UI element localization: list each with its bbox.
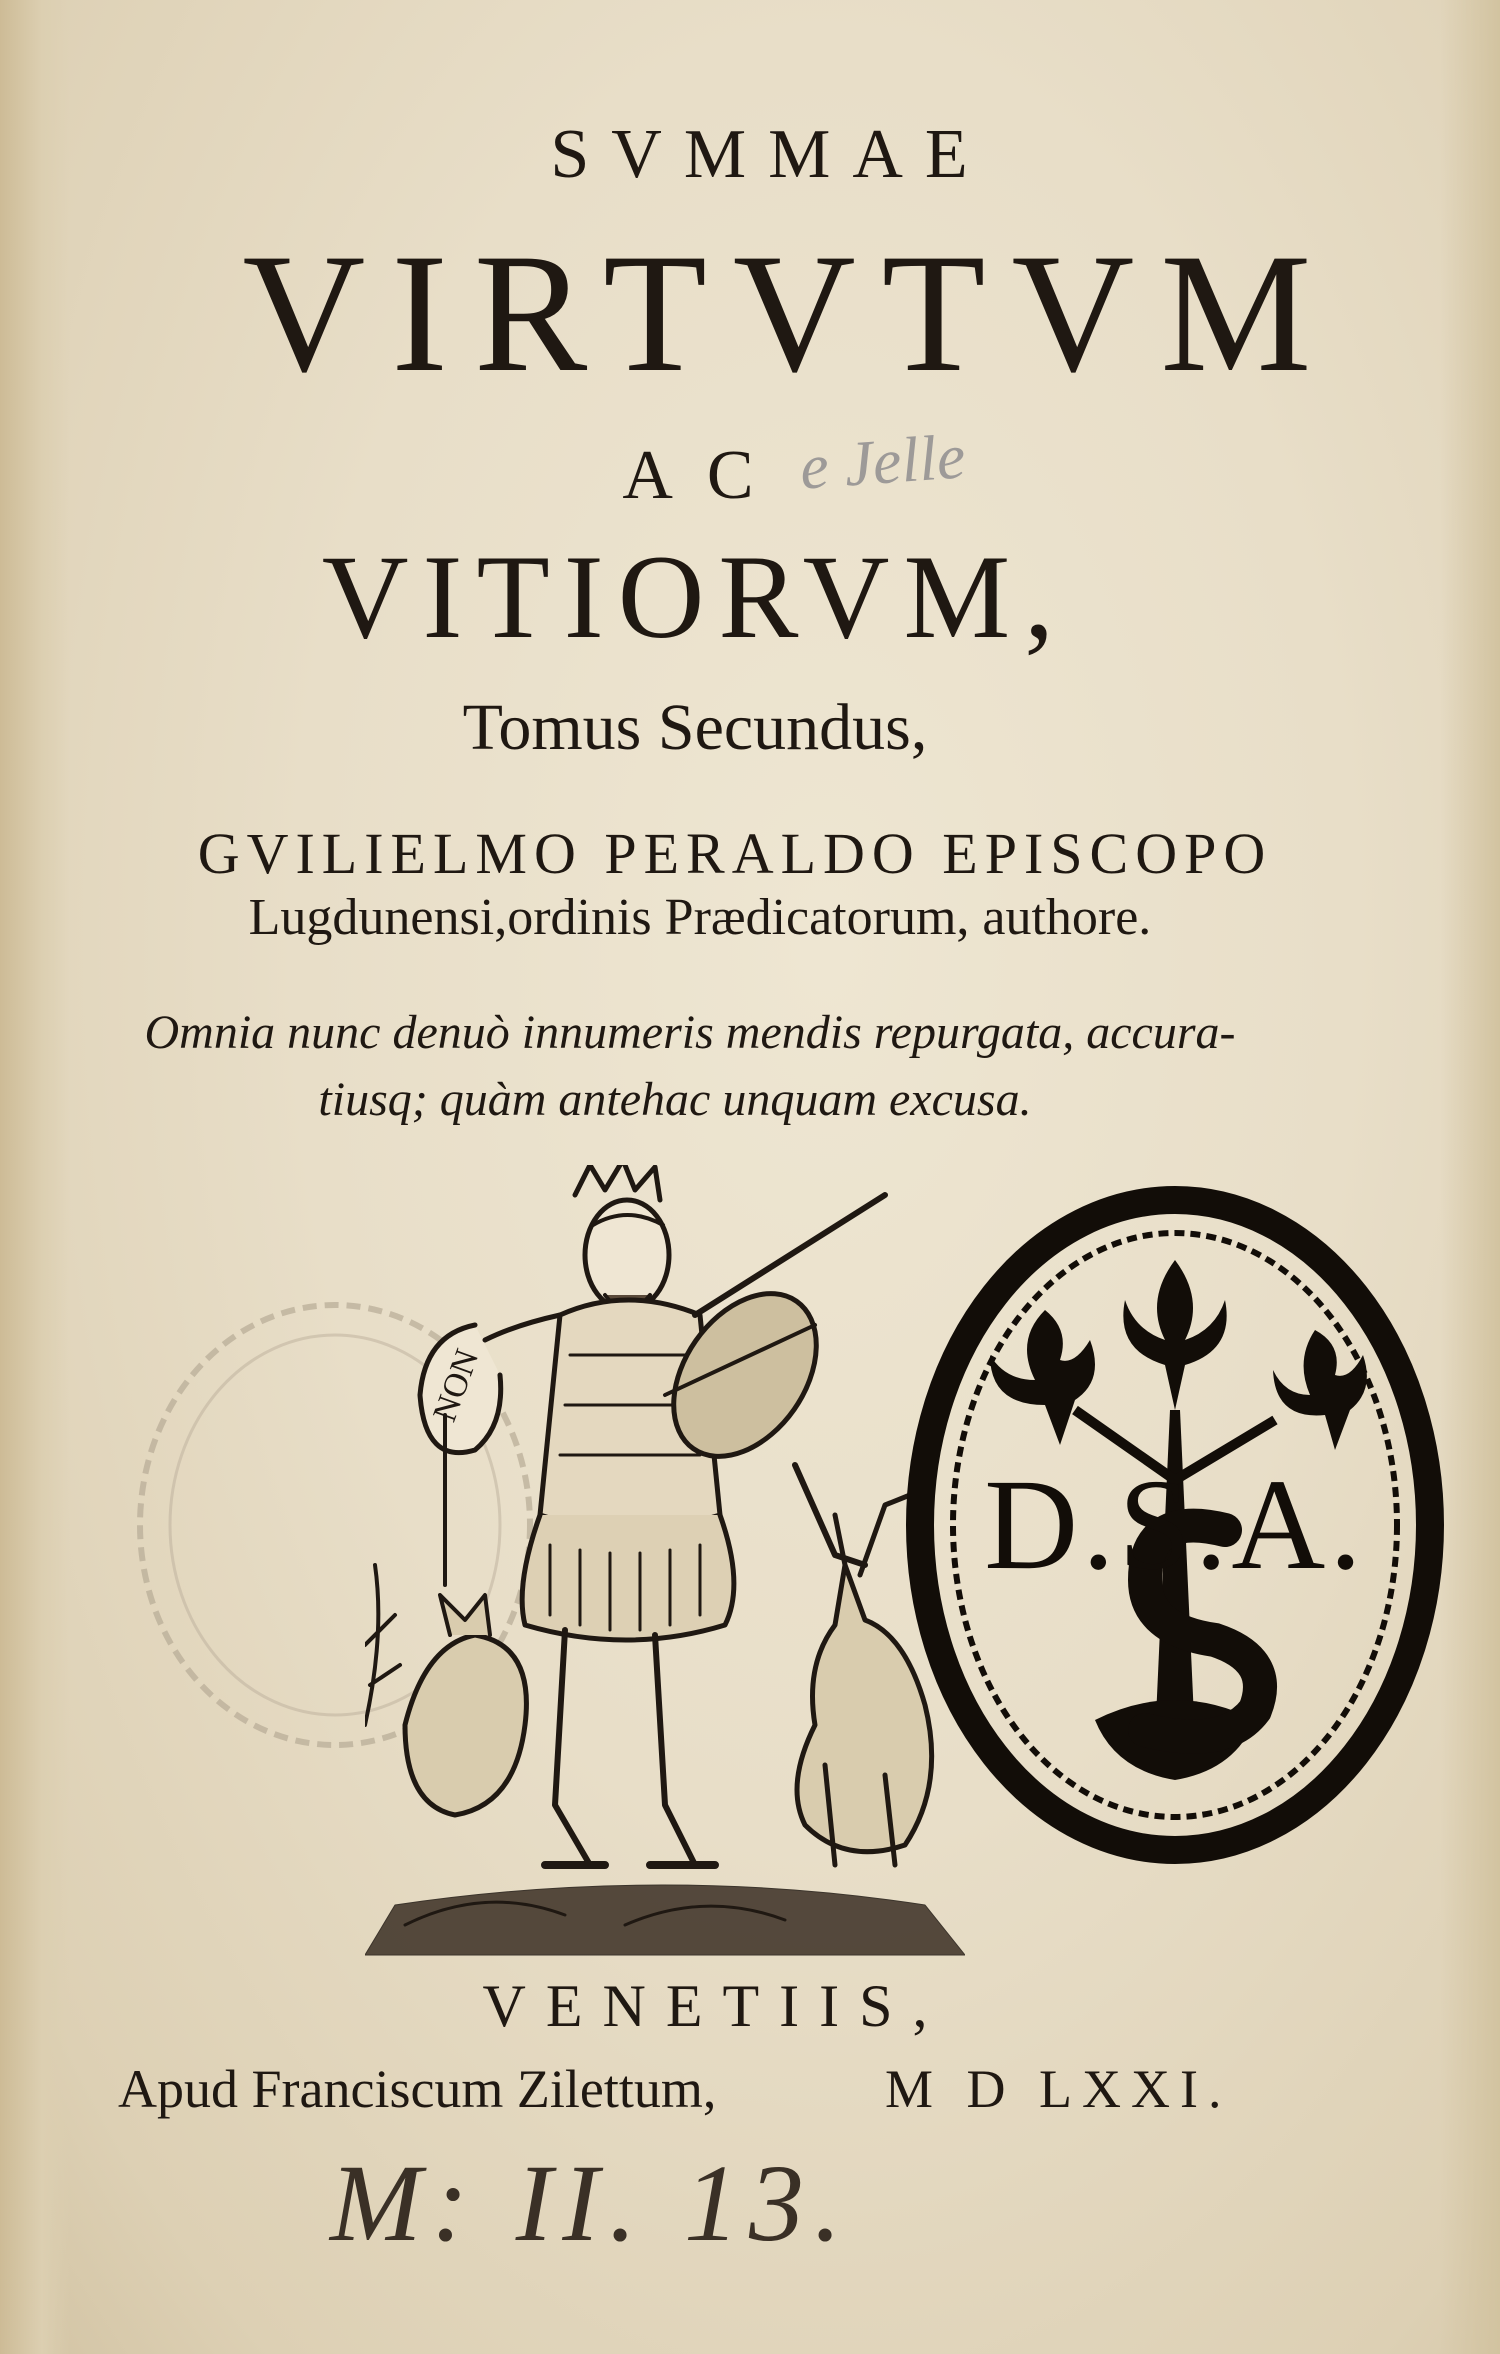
title-line-ac: AC — [622, 437, 788, 514]
title-line-virtutum: VIRTVTVM — [242, 219, 1338, 407]
handwritten-margin-note: e Jelle — [797, 420, 968, 503]
publisher-line: Apud Franciscum Zilettum, — [118, 2059, 717, 2119]
title-line-vitiorum: VITIORVM, — [321, 530, 1069, 663]
seal-letters: D.S.A. — [984, 1453, 1366, 1597]
place-of-printing: VENETIIS, — [482, 1973, 948, 2039]
volume-line: Tomus Secundus, — [462, 691, 928, 764]
author-name: GVILIELMO PERALDO EPISCOPO — [197, 821, 1273, 886]
handwritten-shelfmark: M: II. 13. — [330, 2142, 852, 2264]
author-description: Lugdunensi,ordinis Prædicatorum, authore. — [248, 889, 1152, 946]
ownership-seal — [895, 1180, 1455, 1870]
edition-note-line1: Omnia nunc denuò innumeris mendis repurgata, accura- — [144, 1006, 1236, 1059]
scroll-text: NON — [426, 1344, 487, 1427]
woodcut-printers-device — [365, 1165, 965, 1965]
edition-note-line2: tiusq; quàm antehac unquam excusa. — [318, 1073, 1032, 1126]
publication-year: M D LXXI. — [885, 2059, 1232, 2119]
title-line-summae: SVMMAE — [550, 116, 990, 193]
